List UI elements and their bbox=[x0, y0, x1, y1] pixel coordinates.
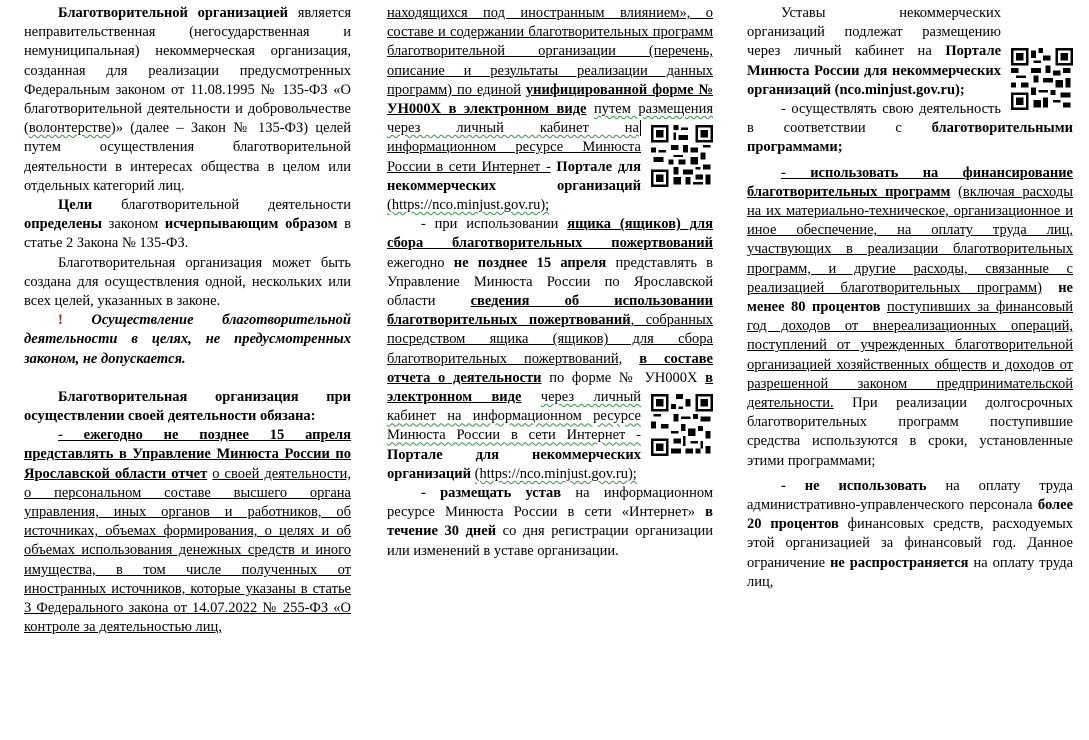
paragraph-donation-box: - при использовании ящика (ящиков) для сбора благотворительных пожертвований ежегодно не позднее 15 апреля представлять в Управление Минюста России по Ярославской области сведения об использовании благотворительных пожертвований, собранных посредством ящика (ящиков) для сбора благотворительных пожертвований, в составе отчета о деятельности по форме № УН000Х в электронном виде через личный кабинет на информационном ресурсе Минюста России в сети Интернет - Порталe для некоммерческих организаций (https://nco.minjust.gov.ru); bbox=[387, 216, 714, 482]
paragraph-goals: Цели благотворительной деятельности определены законом исчерпывающим образом в статье 2 Закона № 135-ФЗ. bbox=[24, 197, 352, 252]
paragraph-purposes: Благотворительная организация может быть создана для осуществления одной, нескольких или всех целей, указанных в законе. bbox=[24, 254, 351, 310]
portal-url[interactable]: (https://nco.minjust.gov.ru); bbox=[474, 465, 637, 482]
warning-icon: ! bbox=[58, 312, 63, 329]
paragraph-20-percent: - не использовать на оплату труда административно-управленческого персонала более 20 процентов финансовых средств, расходуемых этой организацией за финансовый год. Данное ограничение не распространяется на оплату труда лиц, bbox=[747, 477, 1074, 590]
qr-code-icon[interactable] bbox=[1011, 48, 1073, 110]
paragraph-continuation: находящихся под иностранным влиянием», о составе и содержании благотворительных программ благотворительной организации (перечень, описание и результаты реализации данных программ) по единой унифицированной форме № УН000Х в электронном виде путем размещения через личный кабинет на информационном ресурсе Минюста России в сети Интернет - Порталe для некоммерческих организаций (https://nco.minjust.gov.ru); bbox=[387, 5, 714, 214]
paragraph-charter-portal: Уставы некоммерческих организаций подлежат размещению через личный кабинет на Портале Минюста России для некоммерческих организаций (nco.minjust.gov.ru); bbox=[747, 4, 1073, 100]
paragraph-80-percent: - использовать на финансирование благотворительных программ (включая расходы на их материально-техническое, организационное и иное обеспечение, на оплату труда лиц, участвующих в реализации благотворительных программ, и другие расходы, связанные с реализацией благотворительных программ) не менее 80 процентов поступивших за финансовый год доходов от внереализационных операций, поступлений от учрежденных благотворительной организацией хозяйственных обществ и доходов от разрешенной законом предпринимательской деятельности. При реализации долгосрочных благотворительных программ поступившие средства используются в сроки, установленные этими программами; bbox=[747, 164, 1074, 469]
portal-url[interactable]: (https://nco.minjust.gov.ru); bbox=[387, 197, 550, 214]
paragraph-programs: - осуществлять свою деятельность в соответствии с благотворительными программами; bbox=[747, 101, 1073, 156]
qr-code-icon[interactable] bbox=[651, 394, 713, 456]
term-charity-org: Благотворительной организацией bbox=[58, 5, 289, 21]
paragraph-definition: Благотворительной организацией является неправительственная (негосударственная и немуниципальная) некоммерческая организация, созданная для реализации предусмотренных Федеральным законом от 11.08.1995 № 135-ФЗ «О благотворительной деятельности и добровольчестве (волонтерстве)» (далее – Закон № 135-ФЗ) целей путем осуществления благотворительной деятельности в интересах общества в целом или отдельных категорий лиц. bbox=[24, 5, 352, 194]
spellcheck-word: волонтерстве bbox=[28, 120, 111, 137]
paragraph-warning: ! Осуществление благотворительной деятельности в целях, не предусмотренных законом, не допускается. bbox=[24, 312, 351, 367]
column-left bbox=[24, 4, 351, 638]
text-cursor bbox=[640, 120, 641, 136]
paragraph-obligations-heading: Благотворительная организация при осуществлении своей деятельности обязана: bbox=[24, 388, 351, 425]
paragraph-report-duty: - ежегодно не позднее 15 апреля представлять в Управление Минюста России по Ярославской области отчет о своей деятельности, о персональном составе высшего органа управления, иных органов и работников, об источниках, объемах формирования, о целях и об объемах использования денежных средств и иного имущества, в том числе полученных от иностранных источников, которые указаны в статье 3 Федерального закона от 14.07.2022 № 255-ФЗ «О контроле за деятельностью лиц, bbox=[24, 427, 352, 636]
column-right bbox=[747, 4, 1073, 592]
qr-code-icon[interactable] bbox=[651, 125, 713, 187]
paragraph-charter: - размещать устав на информационном ресурсе Минюста России в сети «Интернет» в течение 30 дней со дня регистрации организации или изменений в уставе организации. bbox=[387, 485, 714, 559]
column-middle bbox=[387, 4, 713, 561]
